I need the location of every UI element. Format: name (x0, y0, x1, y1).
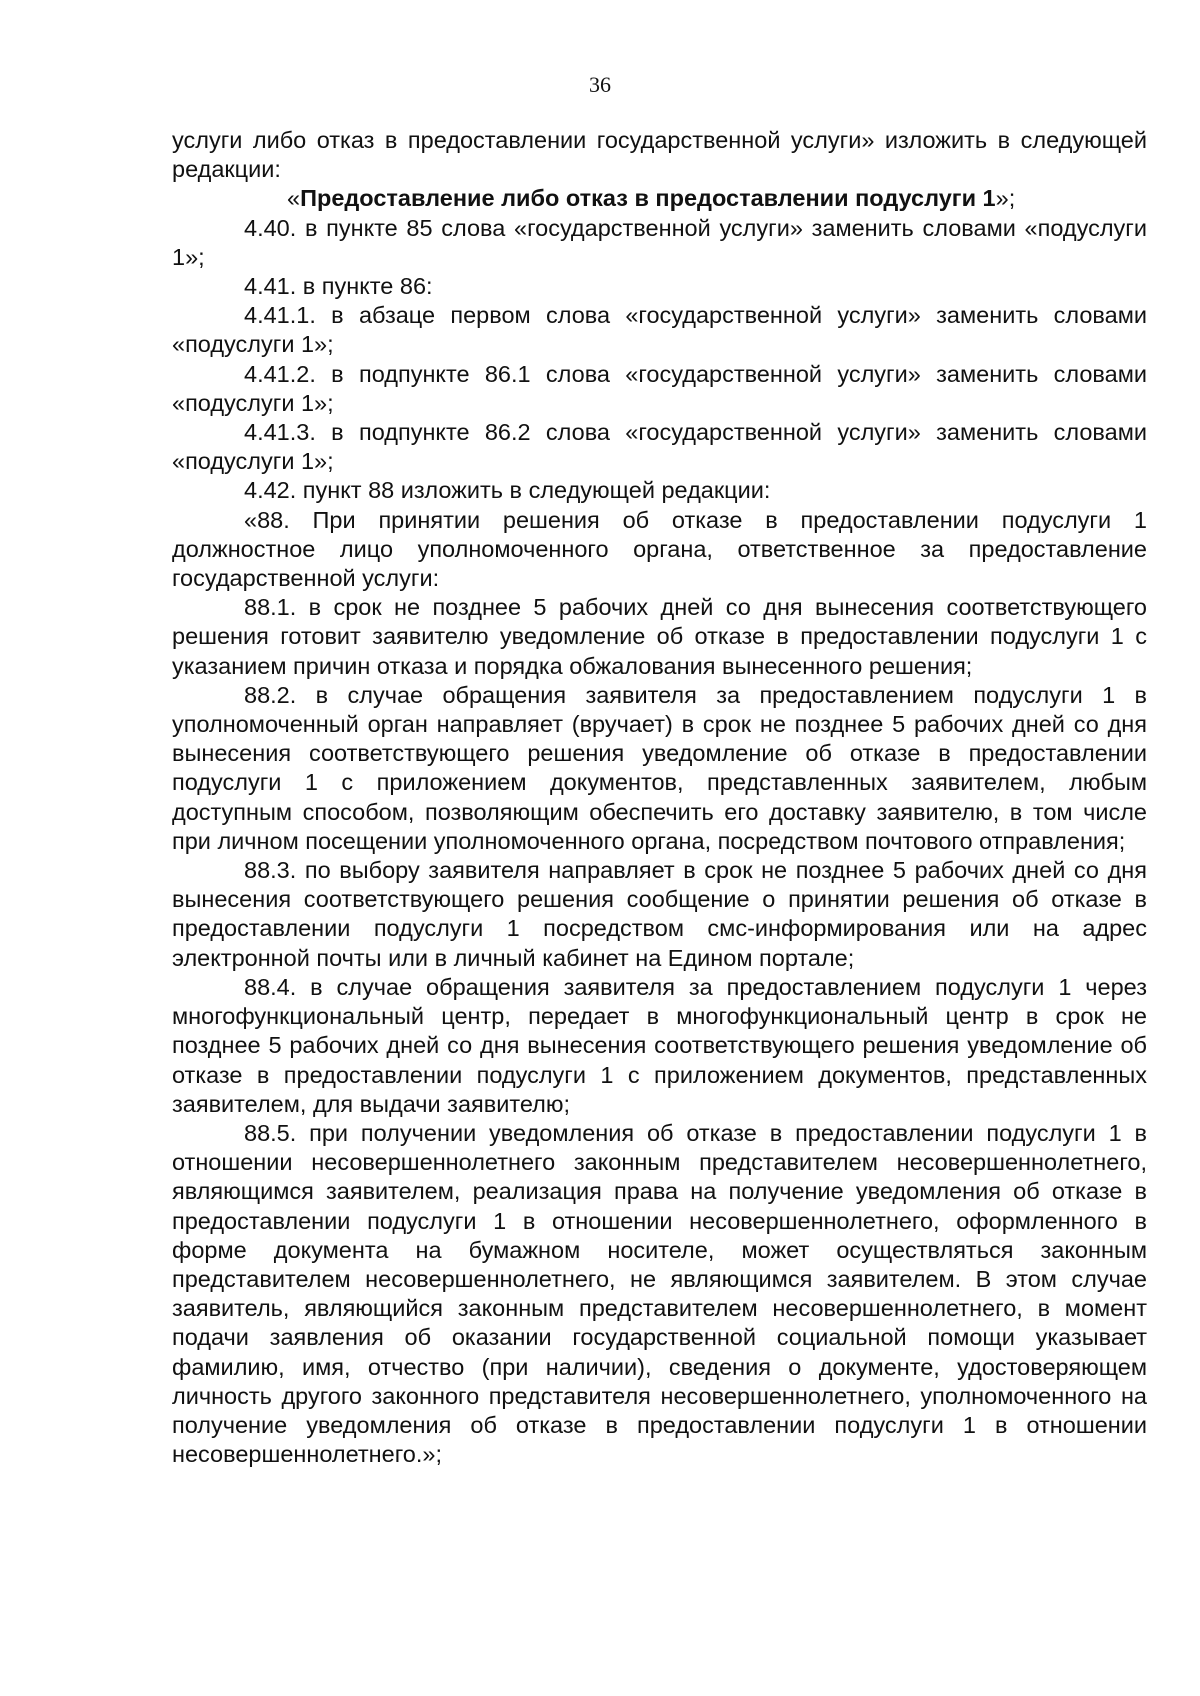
paragraph: 88.1. в срок не позднее 5 рабочих дней со дня вынесения соответствующего решения готовит заявителю уведомление об отказе в предоставлении подуслуги 1 с указанием причин отказа и порядка обжалования вынесенного решения; (172, 594, 1147, 679)
quote-close: »; (995, 185, 1016, 212)
paragraph: «88. При принятии решения об отказе в предоставлении подуслуги 1 должностное лицо уполномоченного органа, ответственное за предоставление государственной услуги: (172, 506, 1147, 592)
page-number: 36 (589, 72, 611, 97)
paragraph: 4.41.3. в подпункте 86.2 слова «государственной услуги» заменить словами «подуслуги 1»; (172, 419, 1147, 475)
paragraph: 4.41.2. в подпункте 86.1 слова «государственной услуги» заменить словами «подуслуги 1»; (172, 360, 1147, 416)
bold-heading-paragraph (172, 184, 1147, 213)
document-body (172, 126, 1147, 1469)
paragraph: 4.40. в пункте 85 слова «государственной услуги» заменить словами «подуслуги 1»; (172, 214, 1147, 270)
paragraph: 4.41. в пункте 86: (244, 273, 433, 300)
paragraph: услуги либо отказ в предоставлении государственной услуги» изложить в следующей редакции: (172, 127, 1147, 183)
paragraph: 4.41.1. в абзаце первом слова «государственной услуги» заменить словами «подуслуги 1»; (172, 302, 1147, 358)
paragraph: 88.5. при получении уведомления об отказе в предоставлении подуслуги 1 в отношении несовершеннолетнего законным представителем несовершеннолетнего, являющимся заявителем, реализация права на получение уведомления об отказе в предоставлении подуслуги 1 в отношении несовершеннолетнего, оформленного в форме документа на бумажном носителе, может осуществляться законным представителем несовершеннолетнего, не являющимся заявителем. В этом случае заявитель, являющийся законным представителем несовершеннолетнего, в момент подачи заявления об оказании государственной социальной помощи указывает фамилию, имя, отчество (при наличии), сведения о документе, удостоверяющем личность другого законного представителя несовершеннолетнего, уполномоченного на получение уведомления об отказе в предоставлении подуслуги 1 в отношении несовершеннолетнего.»; (172, 1119, 1147, 1468)
paragraph: 4.42. пункт 88 изложить в следующей редакции: (244, 477, 771, 504)
quote-open: « (287, 185, 301, 212)
paragraph: 88.3. по выбору заявителя направляет в срок не позднее 5 рабочих дней со дня вынесения соответствующего решения сообщение о принятии решения об отказе в предоставлении подуслуги 1 посредством смс-информирования или на адрес электронной почты или в личный кабинет на Едином портале; (172, 857, 1147, 971)
paragraph: 88.2. в случае обращения заявителя за предоставлением подуслуги 1 в уполномоченный орган направляет (вручает) в срок не позднее 5 рабочих дней со дня вынесения соответствующего решения уведомление об отказе в предоставлении подуслуги 1 с приложением документов, представленных заявителем, любым доступным способом, позволяющим обеспечить его доставку заявителю, в том числе при личном посещении уполномоченного органа, посредством почтового отправления; (172, 681, 1147, 854)
bold-heading: Предоставление либо отказ в предоставлении подуслуги 1 (300, 185, 996, 212)
paragraph: 88.4. в случае обращения заявителя за предоставлением подуслуги 1 через многофункциональный центр, передает в многофункциональный центр в срок не позднее 5 рабочих дней со дня вынесения соответствующего решения уведомление об отказе в предоставлении подуслуги 1 с приложением документов, представленных заявителем, для выдачи заявителю; (172, 973, 1147, 1117)
